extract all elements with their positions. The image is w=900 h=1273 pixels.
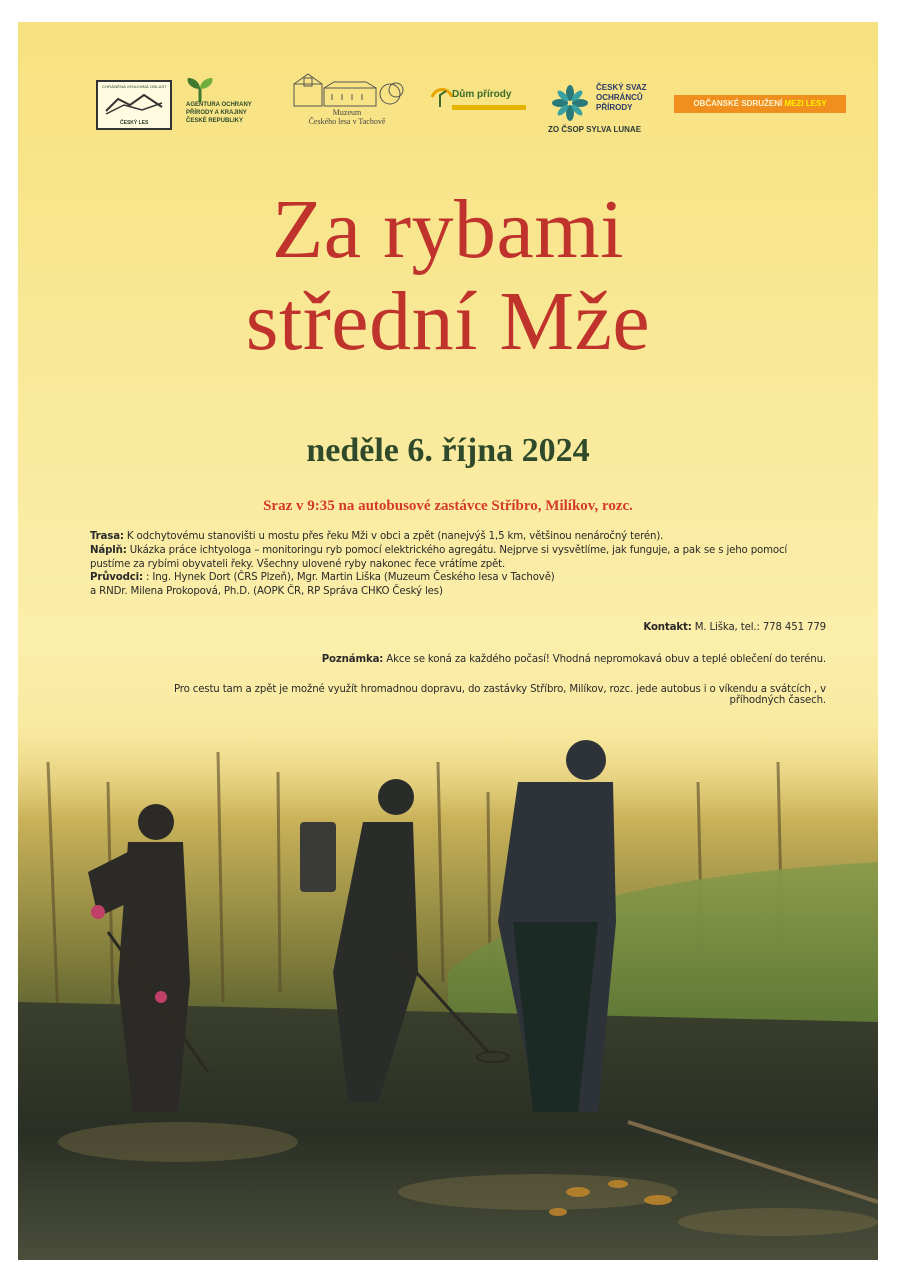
title-line-1: Za rybami [271, 183, 625, 276]
mezi-lesy-highlight: MEZI LESY [784, 99, 827, 108]
partner-logos [18, 77, 878, 157]
contact-line [126, 622, 826, 633]
chko-logo-bottom-text: ČESKÝ LES [120, 120, 149, 126]
meeting-point: Sraz v 9:35 na autobusové zastávce Stříbro, Milíkov, rozc. [263, 498, 633, 514]
house-leaf-icon [430, 85, 454, 109]
info-pruvodci [90, 571, 830, 585]
river-photo [18, 722, 878, 1260]
pruvodci-text: : Ing. Hynek Dort (ČRS Plzeň), Mgr. Martin Liška (Muzeum Českého lesa v Tachově) [142, 572, 555, 584]
event-info [90, 530, 830, 599]
csop-line-3: PŘÍRODY [596, 103, 633, 112]
note-text: Akce se koná za každého počasí! Vhodná nepromokavá obuv a teplé oblečení do terénu. [383, 654, 826, 665]
napln-text: Ukázka práce ichtyologa – monitoringu ryb pomocí elektrického agregátu. Nejprve si vysvětlíme, jak funguje, a pak se s jeho pomocí pustíme za rybími obyvateli řeky. Všechny ulovené ryby nakonec řece vrátíme zpět. [90, 544, 788, 570]
aopk-logo [180, 77, 270, 137]
info-trasa [90, 530, 830, 544]
dum-prirody-bar [452, 105, 526, 110]
aopk-line-3: ČESKÉ REPUBLIKY [186, 118, 244, 124]
castle-drawing-icon [290, 72, 406, 108]
info-pruvodci-2: a RNDr. Milena Prokopová, Ph.D. (AOPK ČR, RP Správa CHKO Český les) [90, 586, 443, 598]
transport-line: Pro cestu tam a zpět je možné využít hromadnou dopravu, do zastávky Stříbro, Milíkov, rozc. jede autobus i o víkendu a svátcích , v příhodných časech. [173, 684, 826, 706]
event-title [18, 184, 878, 368]
flower-icon [550, 85, 590, 121]
trasa-text: K odchytovému stanovišti u mostu přes řeku Mži v obci a zpět (nanejvýš 1,5 km, většinou nenáročný terén). [123, 531, 664, 542]
title-line-2: střední Mže [245, 275, 651, 368]
pruvodci-label: Průvodci: [90, 572, 143, 584]
csop-line-2: OCHRÁNCŮ [596, 93, 643, 102]
dum-prirody-logo [430, 85, 530, 125]
napln-label: Náplň: [90, 544, 127, 556]
mezi-lesy-prefix: OBČANSKÉ SDRUŽENÍ [693, 99, 785, 108]
muzeum-line-2: Českého lesa v Tachově [308, 117, 386, 126]
info-napln [90, 544, 830, 572]
csop-line-1: ČESKÝ SVAZ [596, 83, 647, 92]
leaf-sprout-icon [184, 77, 216, 103]
mezi-lesy-logo [674, 95, 846, 113]
dum-prirody-label: Dům přírody [452, 89, 512, 100]
event-date: neděle 6. října 2024 [306, 432, 590, 469]
contact-text: M. Liška, tel.: 778 451 779 [691, 622, 826, 633]
muzeum-logo [288, 72, 408, 136]
poster [18, 22, 878, 1260]
csop-logo [548, 83, 668, 143]
aopk-line-2: PŘÍRODY A KRAJINY [186, 110, 247, 116]
csop-sub: ZO ČSOP SYLVA LUNAE [548, 125, 642, 134]
contact-label: Kontakt: [643, 622, 692, 633]
chko-logo-top-text: CHRÁNĚNÁ KRAJINNÁ OBLAST [102, 84, 168, 89]
aopk-line-1: AGENTURA OCHRANY [186, 102, 252, 108]
chko-cesky-les-logo [96, 80, 172, 130]
note-label: Poznámka: [321, 654, 384, 665]
note-line [126, 654, 826, 665]
trasa-label: Trasa: [90, 531, 124, 542]
hills-icon [104, 91, 164, 115]
muzeum-line-1: Muzeum [332, 108, 362, 117]
